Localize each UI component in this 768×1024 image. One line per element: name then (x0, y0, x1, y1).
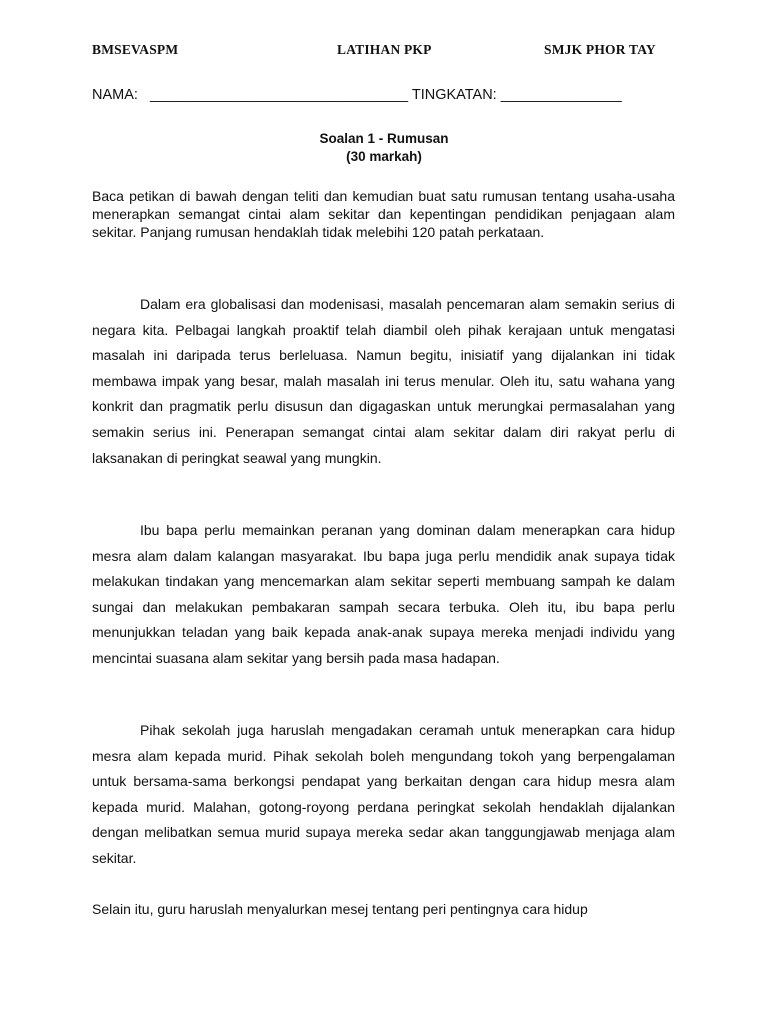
passage-paragraph-4 (92, 897, 675, 923)
page-header (0, 42, 768, 62)
form-label: TINGKATAN: (411, 87, 497, 103)
question-instructions: Baca petikan di bawah dengan teliti dan kemudian buat satu rumusan tentang usaha-usaha menerapkan semangat cintai alam sekitar dan kepentingan pendidikan penjagaan alam sekitar. Panjang rumusan hendaklah tidak melebihi 120 patah perkataan. (92, 188, 675, 240)
paragraph-text: Pihak sekolah juga haruslah mengadakan ceramah untuk menerapkan cara hidup mesra alam kepada murid. Pihak sekolah boleh mengundang tokoh yang berpengalaman untuk bersama-sama berkongsi pendapat yang berkaitan dengan cara hidup mesra alam kepada murid. Malahan, gotong-royong perdana peringkat sekolah hendaklah dijalankan dengan melibatkan semua murid supaya mereka sedar akan tanggungjawab menjaga alam sekitar. (92, 722, 675, 866)
question-title: Soalan 1 - Rumusan (319, 131, 449, 146)
name-blank: ________________________________ (150, 87, 409, 103)
question-marks: (30 markah) (346, 149, 422, 164)
header-subject-code: BMSEVASPM (92, 42, 179, 57)
name-label: NAMA: (92, 87, 138, 103)
header-school-name: SMJK PHOR TAY (544, 42, 656, 57)
passage-paragraph-2 (92, 518, 675, 672)
form-blank: _______________ (500, 87, 622, 103)
question-title-block (0, 130, 768, 166)
paragraph-text: Ibu bapa perlu memainkan peranan yang dominan dalam menerapkan cara hidup mesra alam dalam kalangan masyarakat. Ibu bapa juga perlu mendidik anak supaya tidak melakukan tindakan yang mencemarkan alam sekitar seperti membuang sampah ke dalam sungai dan melakukan pembakaran sampah secara terbuka. Oleh itu, ibu bapa perlu menunjukkan teladan yang baik kepada anak-anak supaya mereka menjadi individu yang mencintai suasana alam sekitar yang bersih pada masa hadapan. (92, 522, 675, 666)
passage-paragraph-3 (92, 718, 675, 872)
header-exercise-title: LATIHAN PKP (337, 42, 432, 57)
passage-paragraph-1 (92, 292, 675, 471)
paragraph-text: Dalam era globalisasi dan modenisasi, masalah pencemaran alam semakin serius di negara kita. Pelbagai langkah proaktif telah diambil oleh pihak kerajaan untuk mengatasi masalah ini daripada terus berleluasa. Namun begitu, inisiatif yang dijalankan ini tidak membawa impak yang besar, malah masalah ini terus menular. Oleh itu, satu wahana yang konkrit dan pragmatik perlu disusun dan digagaskan untuk merungkai permasalahan yang semakin serius ini. Penerapan semangat cintai alam sekitar dalam diri rakyat perlu di laksanakan di peringkat seawal yang mungkin. (92, 296, 675, 466)
paragraph-text: Selain itu, guru haruslah menyalurkan mesej tentang peri pentingnya cara hidup (92, 901, 588, 917)
student-info-line (92, 87, 692, 103)
